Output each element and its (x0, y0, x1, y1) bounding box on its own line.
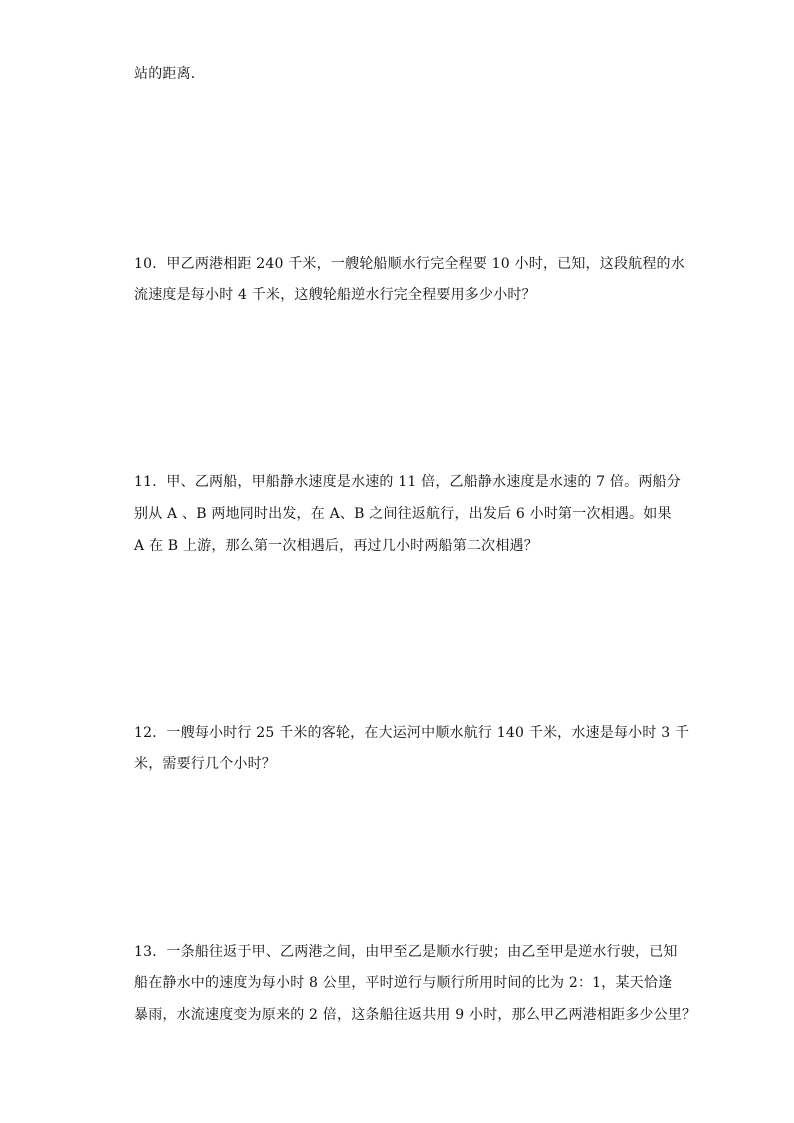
problem-13-line-2: 船在静水中的速度为每小时 8 公里，平时逆行与顺行所用时间的比为 2：1，某天恰逢 (134, 975, 673, 991)
problem-12-line-1: 12．一艘每小时行 25 千米的客轮，在大运河中顺水航行 140 千米，水速是每小时 3 千 (134, 725, 690, 741)
problem-11-line-3: A 在 B 上游，那么第一次相遇后，再过几小时两船第二次相遇？ (134, 538, 538, 554)
problem-12-line-2: 米，需要行几个小时？ (134, 756, 276, 772)
problem-13-line-3: 暴雨，水流速度变为原来的 2 倍，这条船往返共用 9 小时，那么甲乙两港相距多少公里？ (134, 1007, 697, 1023)
continuation-text: 站的距离． (134, 66, 205, 82)
problem-10-line-1: 10．甲乙两港相距 240 千米，一艘轮船顺水行完全程要 10 小时，已知，这段航程的水 (134, 256, 685, 272)
problem-11-line-1: 11．甲、乙两船，甲船静水速度是水速的 11 倍，乙船静水速度是水速的 7 倍。两船分 (134, 474, 681, 490)
problem-13-line-1: 13．一条船往返于甲、乙两港之间，由甲至乙是顺水行驶；由乙至甲是逆水行驶，已知 (134, 944, 678, 960)
problem-10-line-2: 流速度是每小时 4 千米，这艘轮船逆水行完全程要用多少小时？ (134, 287, 536, 303)
problem-11-line-2: 别从 A 、B 两地同时出发，在 A、B 之间往返航行，出发后 6 小时第一次相遇。如果 (134, 506, 672, 522)
